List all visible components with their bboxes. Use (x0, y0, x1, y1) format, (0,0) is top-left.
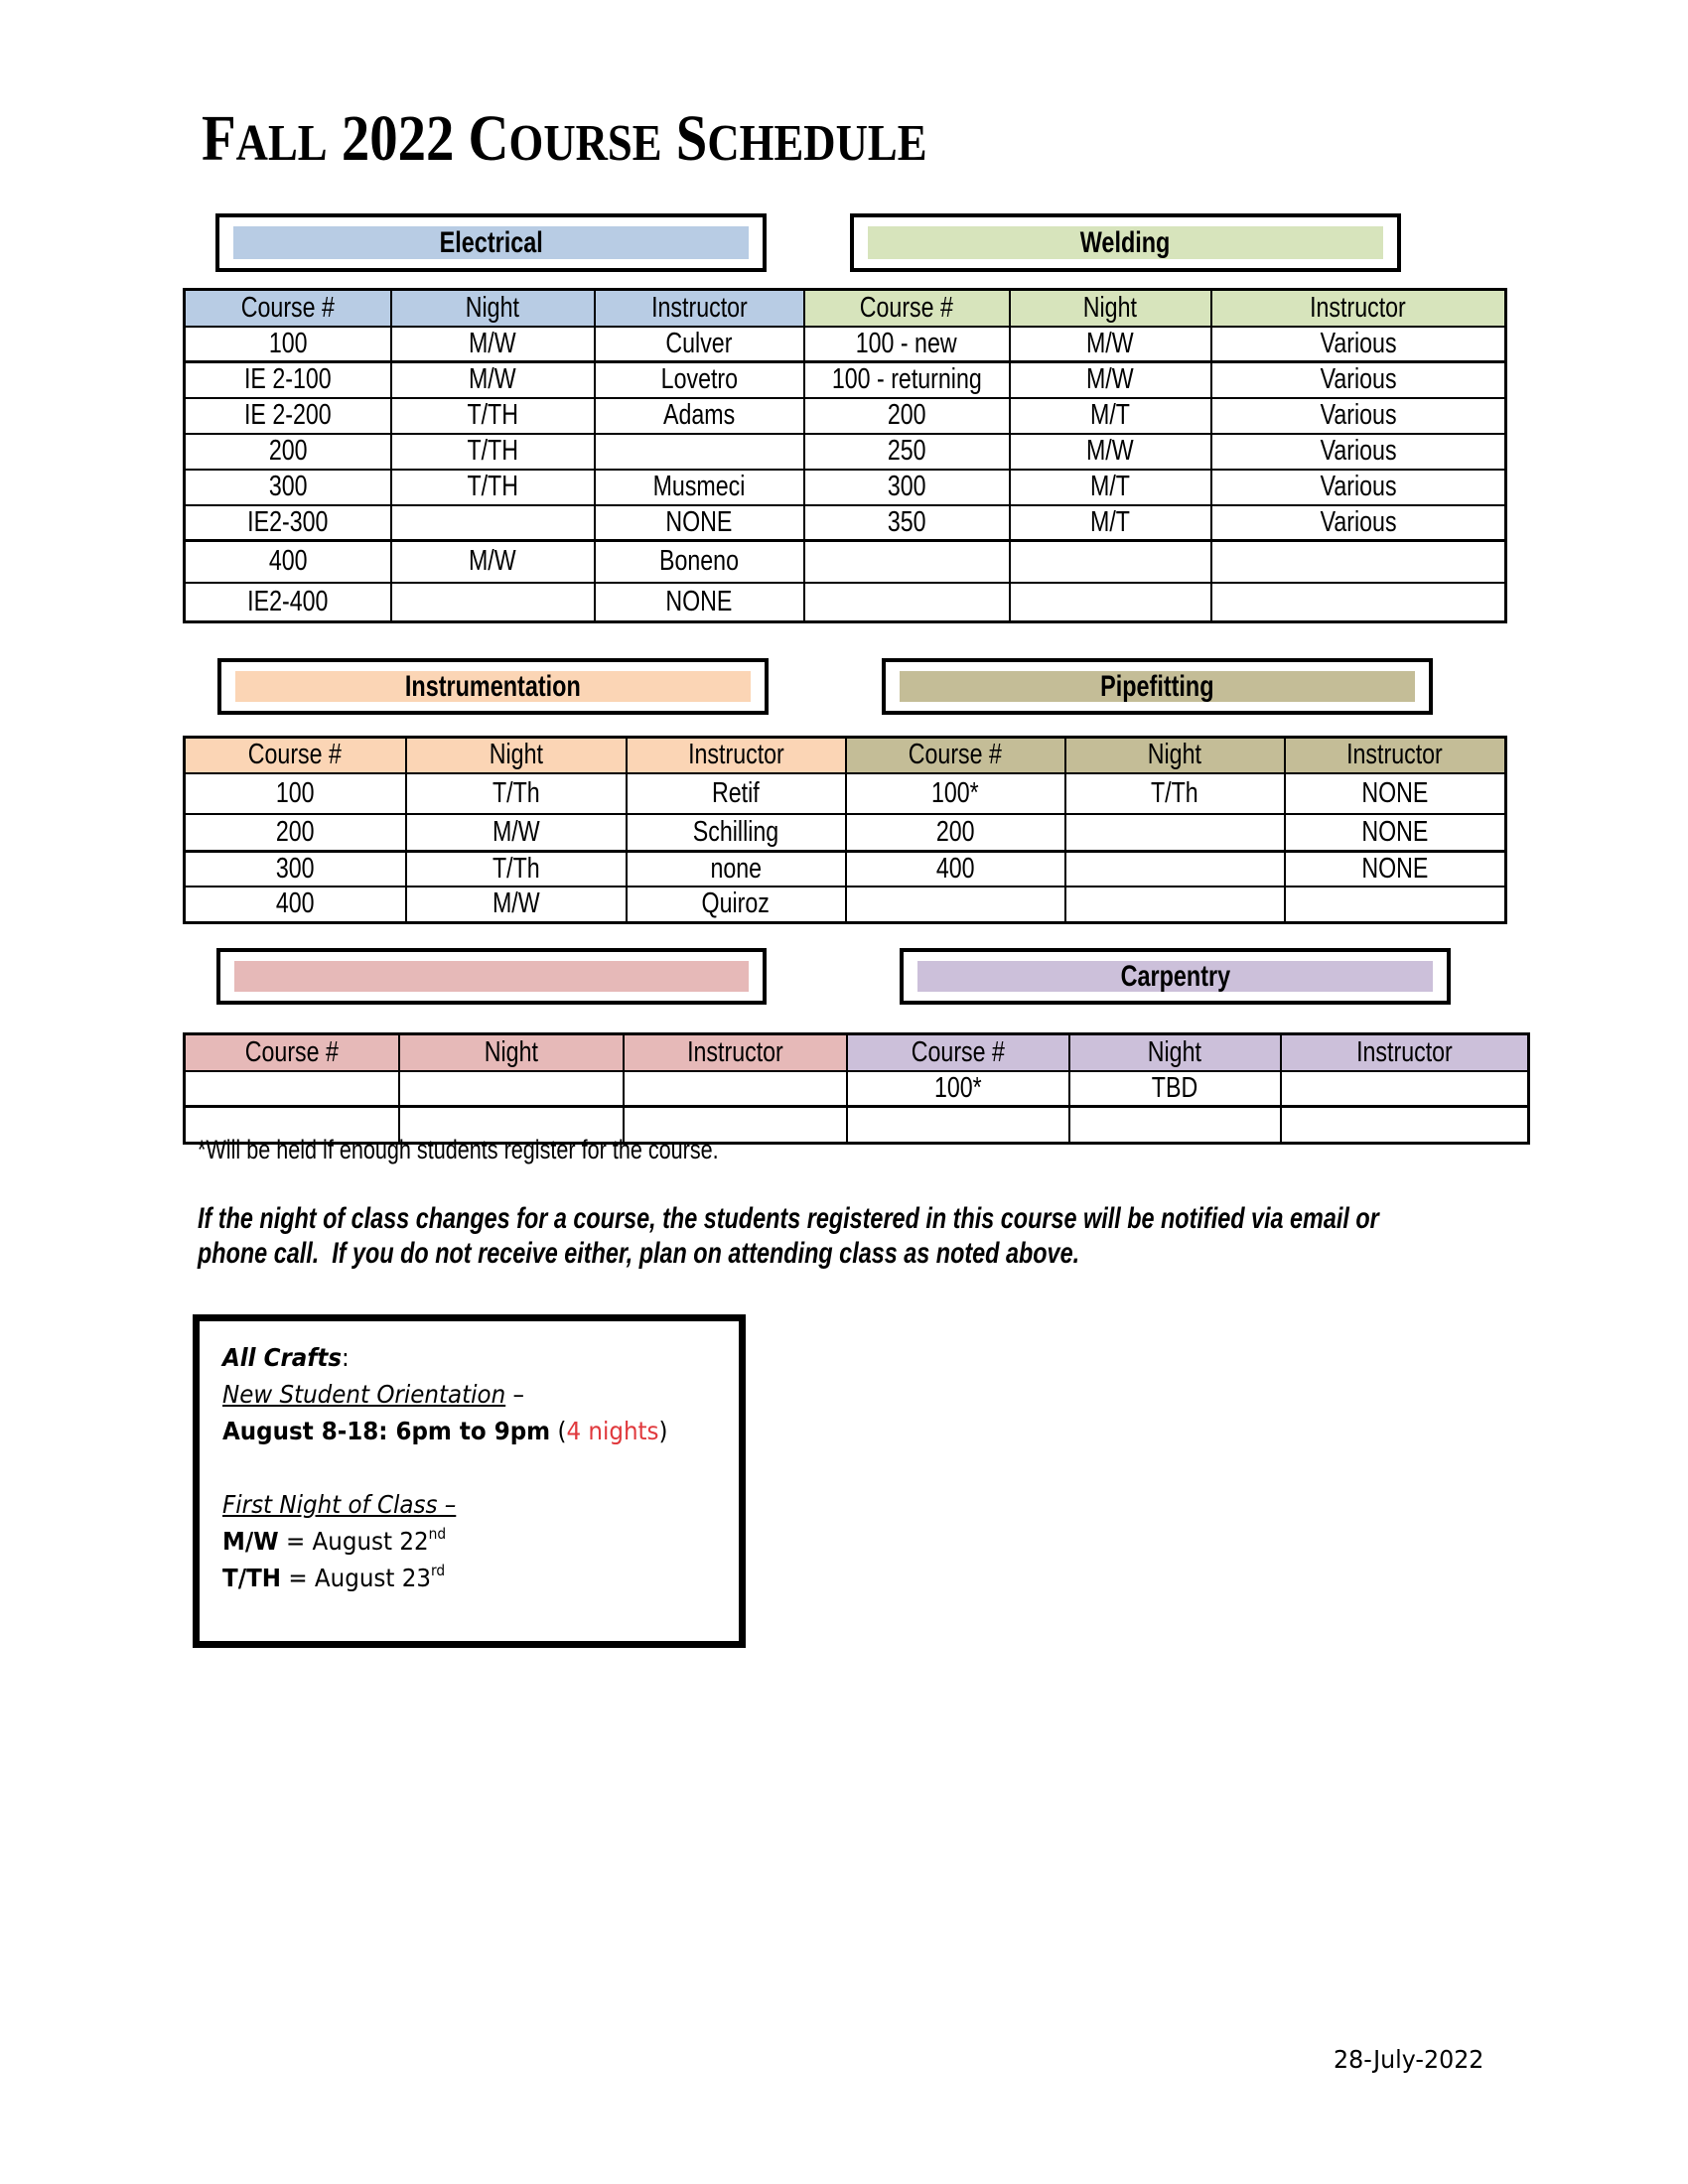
cell-text: Adams (662, 399, 736, 431)
cell-text: NONE (1361, 776, 1429, 809)
table-row (185, 773, 1506, 814)
table-row (185, 327, 1506, 362)
cell-text: F (202, 102, 236, 175)
blank-line (222, 1449, 697, 1486)
instructor-cell (595, 470, 804, 505)
document-date: 28-July-2022 (1334, 2045, 1484, 2074)
table-row (185, 470, 1506, 505)
instructor-cell (595, 583, 804, 622)
column-header (1010, 290, 1211, 327)
course-cell (846, 773, 1065, 814)
notice-line-1: If the night of class changes for a course, the students registered in this course will be notified via email or (198, 1202, 1379, 1235)
night-cell (1069, 1071, 1281, 1107)
night-cell (1010, 398, 1211, 434)
cell-text: M/W (1086, 435, 1134, 467)
cell-text: Retif (712, 776, 760, 809)
cell-text: M/W (492, 887, 540, 920)
table-header-row (185, 738, 1506, 773)
first-night-label-line (222, 1486, 697, 1523)
cell-text: IE2-300 (247, 505, 329, 538)
cell-text: T/TH (467, 399, 518, 431)
orientation-dates-line: August 8-18: 6pm to 9pm (4 nights) (222, 1417, 668, 1445)
tth-start-line (222, 1560, 697, 1596)
instructor-cell (595, 434, 804, 470)
cell-text: Course # (244, 1035, 339, 1068)
course-cell (185, 852, 406, 887)
cell-text: T/Th (492, 853, 540, 885)
course-cell (804, 470, 1010, 505)
craft-name: Instrumentation (405, 669, 581, 703)
cell-text: CHEDULE (707, 115, 927, 172)
cell-text: 100* (933, 1071, 982, 1104)
night-cell (406, 814, 627, 852)
cell-text: C (468, 102, 509, 175)
cell-text: M/W (469, 327, 516, 359)
cell-text: nd (428, 1525, 447, 1543)
course-cell (847, 1107, 1069, 1144)
table-row (185, 541, 1506, 583)
cell-text: 200 (887, 399, 926, 431)
night-cell (1065, 814, 1285, 852)
cell-text: Night (465, 291, 520, 324)
night-cell (391, 505, 595, 541)
craft-header-carpentry (900, 948, 1451, 1005)
column-header (1069, 1034, 1281, 1071)
cell-text: 400 (268, 545, 308, 578)
table-header-row (185, 1034, 1529, 1071)
night-cell (1010, 583, 1211, 622)
table-row (185, 505, 1506, 541)
schedule-table-instrumentation-pipefitting (183, 736, 1507, 924)
night-cell (1010, 327, 1211, 362)
cell-text: M/W (469, 545, 516, 578)
cell-text: Instructor (687, 739, 784, 771)
craft-name: Welding (1080, 225, 1171, 259)
cell-text: 100 - returning (831, 363, 982, 396)
night-cell (406, 887, 627, 922)
craft-name: Carpentry (1120, 959, 1230, 993)
first-night-label: First Night of Class – (222, 1490, 457, 1519)
cell-text: Course # (248, 739, 343, 771)
cell-text: Schilling (692, 815, 779, 848)
course-cell (185, 583, 391, 622)
course-cell (846, 887, 1065, 922)
cell-text: Various (1320, 363, 1397, 396)
table-row (185, 434, 1506, 470)
instructor-cell (595, 398, 804, 434)
instructor-cell (627, 814, 846, 852)
cell-text: rd (431, 1562, 446, 1579)
cell-text: Night (1147, 1035, 1202, 1068)
cell-text: TBD (1151, 1071, 1198, 1104)
column-header (406, 738, 627, 773)
cell-text: IE2-400 (247, 585, 329, 617)
instructor-cell (595, 327, 804, 362)
night-cell (1065, 887, 1285, 922)
instructor-cell (1211, 505, 1506, 541)
night-cell (1065, 773, 1285, 814)
instructor-cell (1211, 434, 1506, 470)
cell-text: Instructor (650, 291, 748, 324)
cell-text: Course # (859, 291, 954, 324)
craft-header-welding (850, 213, 1401, 272)
instructor-cell (1285, 852, 1506, 887)
cell-text: Musmeci (652, 471, 746, 502)
course-cell (847, 1071, 1069, 1107)
instructor-cell (1285, 887, 1506, 922)
cell-text: M/T (1090, 471, 1130, 502)
course-cell (185, 327, 391, 362)
night-cell (391, 327, 595, 362)
instructor-cell (1211, 398, 1506, 434)
cell-text: ALL (235, 115, 328, 172)
course-cell (185, 1071, 399, 1107)
column-header (1281, 1034, 1529, 1071)
instructor-cell (1211, 327, 1506, 362)
cell-text: Instructor (1346, 739, 1444, 771)
course-cell (804, 505, 1010, 541)
cell-text: 400 (275, 887, 315, 920)
cell-text: NONE (665, 505, 733, 538)
cell-text: M/T (1090, 505, 1130, 538)
cell-text: 200 (268, 435, 308, 467)
cell-text: 350 (887, 505, 926, 538)
tth-label: T/TH (222, 1564, 282, 1592)
cell-text: M/W (1086, 327, 1134, 359)
cell-text: Night (1147, 739, 1202, 771)
cell-text: OURSE (508, 115, 662, 172)
schedule-table-electrical-welding (183, 288, 1507, 623)
table-row (185, 852, 1506, 887)
instructor-cell (1211, 470, 1506, 505)
cell-text: Course # (908, 739, 1003, 771)
cell-text: Various (1320, 471, 1397, 502)
craft-header-unnamed (216, 948, 767, 1005)
column-header (1211, 290, 1506, 327)
night-cell (391, 434, 595, 470)
night-cell (1010, 541, 1211, 583)
orientation-dates: August 8-18: 6pm to 9pm (222, 1417, 551, 1445)
cell-text: 2022 (341, 102, 455, 175)
cell-text: IE 2-100 (243, 363, 332, 396)
course-cell (185, 505, 391, 541)
table-row (185, 362, 1506, 398)
night-cell (391, 362, 595, 398)
table-row (185, 583, 1506, 622)
tth-date: = August 23 (281, 1564, 432, 1592)
night-cell (1069, 1107, 1281, 1144)
cell-text: Quiroz (701, 887, 771, 920)
course-cell (804, 327, 1010, 362)
footnote: *Will be held if enough students register for the course. (198, 1135, 719, 1164)
course-cell (185, 541, 391, 583)
craft-name: Electrical (439, 225, 543, 259)
schedule-change-notice (198, 1201, 1379, 1271)
instructor-cell (1281, 1071, 1529, 1107)
instructor-cell (1211, 583, 1506, 622)
cell-text: Various (1320, 399, 1397, 431)
course-cell (804, 398, 1010, 434)
cell-text: 100* (931, 776, 979, 809)
table-row (185, 1071, 1529, 1107)
night-cell (391, 583, 595, 622)
cell-text: 300 (275, 853, 315, 885)
cell-text: T/Th (1151, 776, 1198, 809)
all-crafts-info-box (193, 1314, 746, 1648)
column-header (185, 738, 406, 773)
course-cell (185, 470, 391, 505)
course-cell (185, 887, 406, 922)
column-header (1065, 738, 1285, 773)
cell-text: 250 (887, 435, 926, 467)
night-cell (1010, 362, 1211, 398)
column-header (804, 290, 1010, 327)
instructor-cell (595, 505, 804, 541)
table-row (185, 814, 1506, 852)
cell-text: Instructor (1355, 1035, 1453, 1068)
course-cell (804, 541, 1010, 583)
cell-text: M/W (492, 815, 540, 848)
table-row (185, 398, 1506, 434)
column-header (1285, 738, 1506, 773)
instructor-cell (595, 541, 804, 583)
craft-header-pipefitting (882, 658, 1433, 715)
cell-text: Course # (240, 291, 335, 324)
course-cell (846, 814, 1065, 852)
notice-line-2: phone call. If you do not receive either, plan on attending class as noted above. (198, 1237, 1080, 1270)
cell-text: Various (1320, 327, 1397, 359)
cell-text: NONE (1361, 853, 1429, 885)
cell-text: Lovetro (660, 363, 738, 396)
course-cell (185, 362, 391, 398)
column-header (846, 738, 1065, 773)
mw-start-line (222, 1523, 697, 1560)
cell-text: 300 (268, 471, 308, 502)
course-cell (804, 434, 1010, 470)
cell-text: Various (1320, 505, 1397, 538)
cell-text: NONE (665, 585, 733, 617)
craft-header-electrical (215, 213, 767, 272)
column-header (847, 1034, 1069, 1071)
cell-text: Night (1082, 291, 1138, 324)
orientation-label-line: New Student Orientation – (222, 1380, 525, 1409)
cell-text: 100 - new (856, 327, 957, 359)
course-cell (804, 583, 1010, 622)
cell-text: M/W (1086, 363, 1134, 396)
cell-text: Boneno (659, 545, 739, 578)
cell-text: Night (489, 739, 543, 771)
instructor-cell (595, 362, 804, 398)
cell-text: 100 (268, 327, 308, 359)
craft-name: Pipefitting (1100, 669, 1214, 703)
cell-text: Instructor (1310, 291, 1407, 324)
cell-text: 200 (935, 815, 975, 848)
night-cell (391, 541, 595, 583)
instructor-cell (1211, 541, 1506, 583)
cell-text: M/T (1090, 399, 1130, 431)
course-cell (185, 773, 406, 814)
cell-text: Night (484, 1035, 538, 1068)
cell-text: Various (1320, 435, 1397, 467)
column-header (391, 290, 595, 327)
cell-text: 400 (935, 853, 975, 885)
cell-text: Course # (911, 1035, 1005, 1068)
orientation-nights: 4 nights (566, 1417, 659, 1445)
page-title (202, 103, 927, 180)
night-cell (399, 1071, 624, 1107)
cell-text: Culver (665, 327, 733, 359)
night-cell (1010, 470, 1211, 505)
course-cell (846, 852, 1065, 887)
cell-text: Instructor (686, 1035, 783, 1068)
column-header (185, 290, 391, 327)
cell-text: 100 (275, 776, 315, 809)
night-cell (391, 470, 595, 505)
cell-text: T/TH (467, 435, 518, 467)
cell-text: S (675, 102, 708, 175)
night-cell (406, 852, 627, 887)
info-heading: All Crafts (222, 1343, 343, 1372)
night-cell (1065, 852, 1285, 887)
cell-text: 300 (887, 471, 926, 502)
column-header (185, 1034, 399, 1071)
craft-header-instrumentation (217, 658, 769, 715)
night-cell (391, 398, 595, 434)
course-cell (185, 814, 406, 852)
instructor-cell (624, 1071, 847, 1107)
column-header (399, 1034, 624, 1071)
night-cell (1010, 505, 1211, 541)
cell-text: 200 (275, 815, 315, 848)
table-header-row (185, 290, 1506, 327)
cell-text: none (710, 853, 762, 885)
column-header (627, 738, 846, 773)
cell-text: T/Th (492, 776, 540, 809)
course-cell (185, 398, 391, 434)
cell-text: M/W (469, 363, 516, 396)
instructor-cell (1281, 1107, 1529, 1144)
info-heading-line: All Crafts: (222, 1343, 350, 1372)
column-header (595, 290, 804, 327)
schedule-table-unnamed-carpentry (183, 1032, 1530, 1145)
instructor-cell (1285, 814, 1506, 852)
orientation-label: New Student Orientation (222, 1380, 506, 1409)
mw-label: M/W (222, 1527, 279, 1556)
cell-text: NONE (1361, 815, 1429, 848)
instructor-cell (1211, 362, 1506, 398)
course-cell (185, 434, 391, 470)
course-cell (804, 362, 1010, 398)
instructor-cell (627, 887, 846, 922)
cell-text: T/TH (467, 471, 518, 502)
column-header (624, 1034, 847, 1071)
table-row (185, 887, 1506, 922)
night-cell (1010, 434, 1211, 470)
mw-date: = August 22 (278, 1527, 429, 1556)
instructor-cell (1285, 773, 1506, 814)
night-cell (406, 773, 627, 814)
instructor-cell (627, 773, 846, 814)
instructor-cell (627, 852, 846, 887)
cell-text: IE 2-200 (243, 399, 332, 431)
